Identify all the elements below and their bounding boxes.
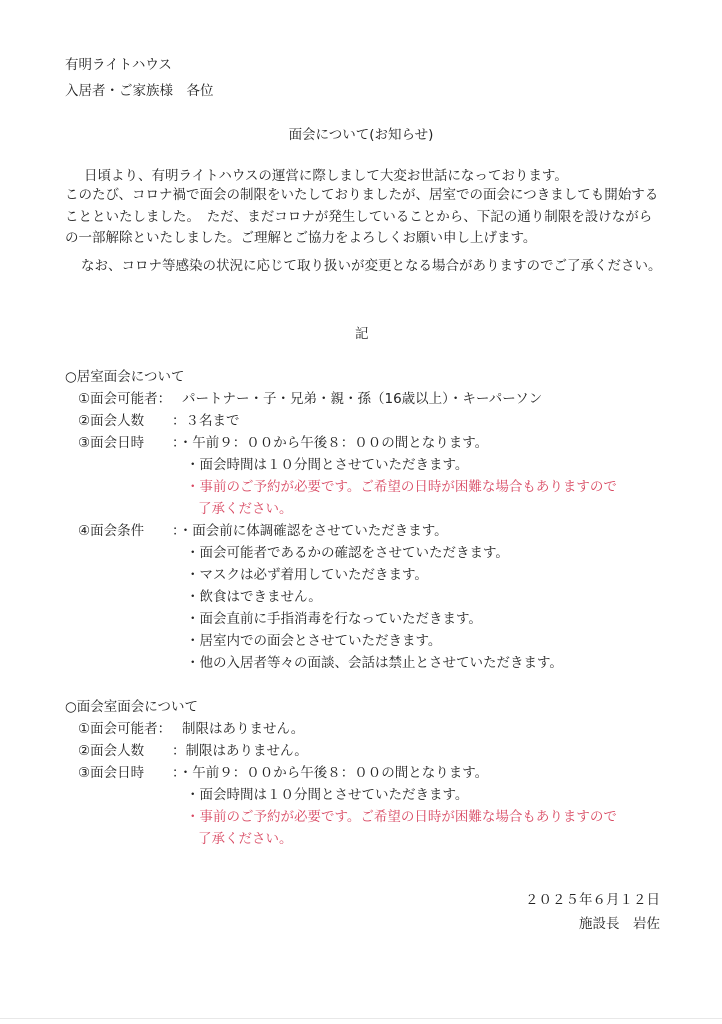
room-cond-line: ・他の入居者等々の面談、会話は禁止とさせていただきます。 [186, 655, 563, 671]
meeting-count-label: ②面会人数 [78, 743, 145, 759]
meeting-time-label: ③面会日時 [78, 765, 145, 781]
room-time-line: ：・午前９：００から午後８：００の間となります。 [172, 435, 489, 451]
room-time-line: ・面会時間は１０分間とさせていただきます。 [186, 457, 469, 473]
meeting-who-value: 制限はありません。 [182, 721, 305, 737]
page-title: 面会について(お知らせ) [288, 127, 434, 143]
room-time-label: ③面会日時 [78, 435, 145, 451]
intro-note: なお、コロナ等感染の状況に応じて取り扱いが変更となる場合がありますのでご了承ください。 [81, 258, 662, 274]
ki-heading: 記 [355, 326, 369, 342]
room-section-heading: ○居室面会について [65, 369, 185, 385]
meeting-reservation-notice-cont: 了承ください。 [198, 831, 293, 847]
meeting-reservation-notice: ・事前のご予約が必要です。ご希望の日時が困難な場合もありますので [186, 809, 617, 825]
signer: 施設長 岩佐 [579, 916, 660, 932]
facility-name: 有明ライトハウス [65, 57, 172, 73]
room-count-label: ②面会人数 [78, 413, 145, 429]
room-who-value: パートナー・子・兄弟・親・孫（16歳以上）・キーパーソン [182, 391, 543, 407]
meeting-who-label: ①面会可能者： [78, 721, 172, 737]
room-reservation-notice-cont: 了承ください。 [198, 501, 293, 517]
addressee: 入居者・ご家族様 各位 [65, 83, 214, 99]
intro-greeting: 日頃より、有明ライトハウスの運営に際しまして大変お世話になっております。 [84, 168, 568, 184]
room-cond-line: ：・面会前に体調確認をさせていただきます。 [172, 523, 448, 539]
meeting-time-line: ・面会時間は１０分間とさせていただきます。 [186, 787, 469, 803]
room-who-label: ①面会可能者： [78, 391, 172, 407]
room-cond-line: ・飲食はできません。 [186, 589, 322, 605]
meeting-room-section-heading: ○面会室面会について [65, 699, 199, 715]
room-cond-line: ・面会可能者であるかの確認をさせていただきます。 [186, 545, 509, 561]
room-cond-label: ④面会条件 [78, 523, 145, 539]
issue-date: ２０２５年６月１２日 [525, 892, 660, 908]
page-bottom-divider [0, 1018, 722, 1019]
room-cond-line: ・居室内での面会とさせていただきます。 [186, 633, 442, 649]
room-reservation-notice: ・事前のご予約が必要です。ご希望の日時が困難な場合もありますので [186, 479, 617, 495]
meeting-count-value: ：制限はありません。 [172, 743, 308, 759]
meeting-time-line: ：・午前９：００から午後８：００の間となります。 [172, 765, 489, 781]
intro-paragraph: このたび、コロナ禍で面会の制限をいたしておりましたが、居室での面会につきましても開始することといたしました。 ただ、まだコロナが発生していることから、下記の通り制限を設けながらの一部解除といたしました。ご理解とご協力をよろしくお願い申し上げます。 [65, 187, 659, 246]
room-count-value: ：３名まで [172, 413, 240, 429]
room-cond-line: ・マスクは必ず着用していただきます。 [186, 567, 428, 583]
room-cond-line: ・面会直前に手指消毒を行なっていただきます。 [186, 611, 482, 627]
